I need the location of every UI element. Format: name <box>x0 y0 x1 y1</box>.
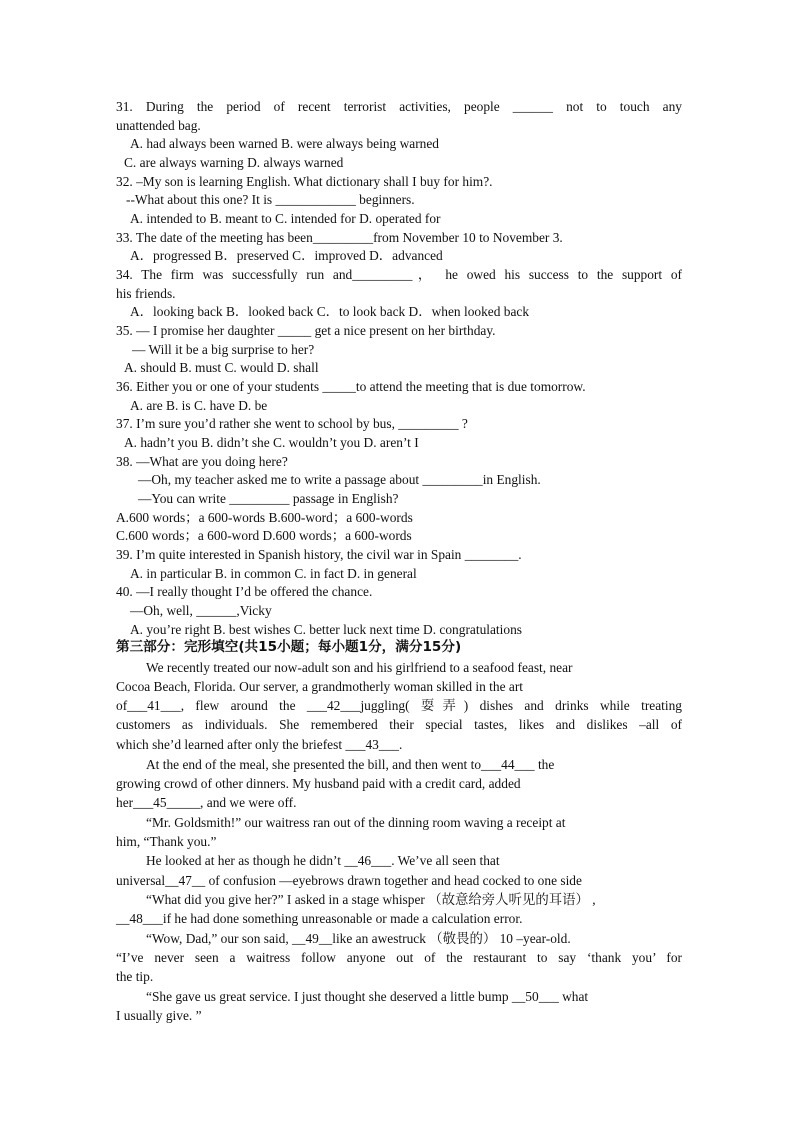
q39-options: A. in particular B. in common C. in fact D. in general <box>130 566 417 581</box>
passage-line-6: At the end of the meal, she presented the bill, and then went to___44___ the <box>146 757 555 772</box>
passage-line-17: the tip. <box>116 969 154 984</box>
passage-line-3: of___41___, flew around the ___42___juggling( 耍弄) dishes and drinks while treating <box>116 698 682 713</box>
passage-line-11: He looked at her as though he didn’t __46___. We’ve all seen that <box>146 853 500 868</box>
q36-stem: 36. Either you or one of your students _____to attend the meeting that is due tomorrow. <box>116 379 586 394</box>
q31-options-ab: A. had always been warned B. were always being warned <box>130 136 439 151</box>
passage-line-12: universal__47__ of confusion —eyebrows drawn together and head cocked to one side <box>116 873 582 888</box>
passage-line-19: I usually give. ” <box>116 1008 202 1023</box>
q31-options-cd: C. are always warning D. always warned <box>124 155 344 170</box>
q33-stem: 33. The date of the meeting has been_________from November 10 to November 3. <box>116 230 563 245</box>
q38-options-cd: C.600 words；a 600-word D.600 words；a 600-words <box>116 528 412 543</box>
passage-line-1: We recently treated our now-adult son and his girlfriend to a seafood feast, near <box>146 660 573 675</box>
passage-line-13: “What did you give her?” I asked in a stage whisper （故意给旁人听见的耳语） , <box>146 892 596 907</box>
q35-stem-line2: — Will it be a big surprise to her? <box>132 342 315 357</box>
q39-stem: 39. I’m quite interested in Spanish history, the civil war in Spain ________. <box>116 547 522 562</box>
q31-stem-line2: unattended bag. <box>116 118 201 133</box>
q33-options: A．progressed B．preserved C．improved D．advanced <box>130 248 443 263</box>
passage-line-16: “I’ve never seen a waitress follow anyone out of the restaurant to say ‘thank you’ for <box>116 950 682 965</box>
q32-stem-line1: 32. –My son is learning English. What dictionary shall I buy for him?. <box>116 174 493 189</box>
passage-line-18: “She gave us great service. I just thought she deserved a little bump __50___ what <box>146 989 589 1004</box>
passage-line-14: __48___if he had done something unreasonable or made a calculation error. <box>116 911 523 926</box>
q34-options: A．looking back B．looked back C．to look back D．when looked back <box>130 304 530 319</box>
passage-line-15: “Wow, Dad,” our son said, __49__like an awestruck （敬畏的） 10 –year-old. <box>146 931 571 946</box>
passage-line-7: growing crowd of other dinners. My husband paid with a credit card, added <box>116 776 521 791</box>
q35-options: A. should B. must C. would D. shall <box>124 360 319 375</box>
passage-line-8: her___45_____, and we were off. <box>116 795 297 810</box>
q38-options-ab: A.600 words；a 600-words B.600-word；a 600-words <box>116 510 413 525</box>
q37-options: A. hadn’t you B. didn’t she C. wouldn’t you D. aren’t I <box>124 435 419 450</box>
q34-stem-line2: his friends. <box>116 286 176 301</box>
q40-options: A. you’re right B. best wishes C. better luck next time D. congratulations <box>130 622 522 637</box>
section3-heading: 第三部分：完形填空(共15小题；每小题1分，满分15分) <box>116 639 462 655</box>
passage-line-5: which she’d learned after only the briefest ___43___. <box>116 737 403 752</box>
q37-stem: 37. I’m sure you’d rather she went to school by bus, _________ ? <box>116 416 468 431</box>
q31-stem-line1: 31. During the period of recent terrorist activities, people ______ not to touch any <box>116 99 682 114</box>
q40-stem-line2: —Oh, well, ______,Vicky <box>130 603 272 618</box>
q40-stem-line1: 40. —I really thought I’d be offered the chance. <box>116 584 373 599</box>
q32-options: A. intended to B. meant to C. intended for D. operated for <box>130 211 441 226</box>
passage-line-4: customers as individuals. She remembered their special tastes, likes and dislikes –all of <box>116 717 682 732</box>
q32-stem-line2: --What about this one? It is ____________ beginners. <box>126 192 415 207</box>
passage-line-2: Cocoa Beach, Florida. Our server, a grandmotherly woman skilled in the art <box>116 679 524 694</box>
passage-line-10: him, “Thank you.” <box>116 834 217 849</box>
q34-stem-line1: 34. The firm was successfully run and_________， he owed his success to the support of <box>116 267 682 282</box>
q38-stem-line1: 38. —What are you doing here? <box>116 454 288 469</box>
q36-options: A. are B. is C. have D. be <box>130 398 268 413</box>
q38-stem-line3: —You can write _________ passage in English? <box>138 491 399 506</box>
passage-line-9: “Mr. Goldsmith!” our waitress ran out of the dinning room waving a receipt at <box>146 815 566 830</box>
q38-stem-line2: —Oh, my teacher asked me to write a passage about _________in English. <box>138 472 541 487</box>
q35-stem-line1: 35. — I promise her daughter _____ get a nice present on her birthday. <box>116 323 496 338</box>
